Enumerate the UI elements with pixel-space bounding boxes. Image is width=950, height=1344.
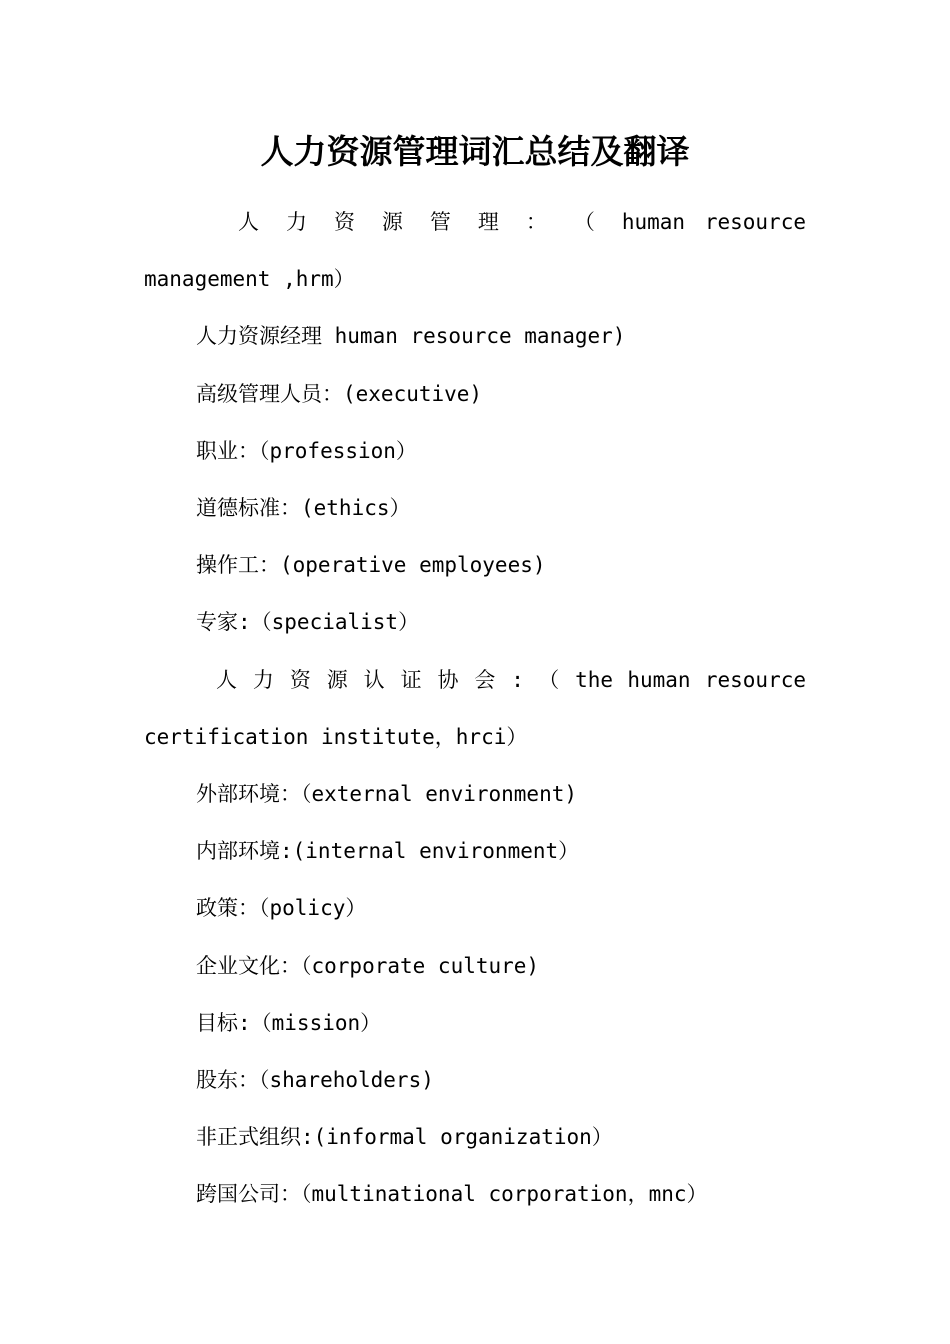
paragraph-hrci [144,652,806,766]
paragraph-informal-organization: 非正式组织:(informal organization） [196,1125,613,1150]
paragraph-hrm [144,194,806,308]
document-title: 人力资源管理词汇总结及翻译 [260,132,690,171]
paragraph-specialist: 专家:（specialist） [196,610,420,635]
paragraph-line: 人 力 资 源 管 理 ： （ human resource [238,210,806,234]
paragraph-internal-environment: 内部环境:(internal environment） [196,839,580,864]
paragraph-operative-employees: 操作工：(operative employees) [196,553,546,578]
paragraph-ethics: 道德标准：(ethics） [196,496,411,521]
paragraph-external-environment: 外部环境：（external environment) [196,782,578,807]
paragraph-executive: 高级管理人员：(executive) [196,381,483,406]
paragraph-profession: 职业：（profession） [196,438,417,463]
paragraph-line: certification institute，hrci） [144,724,528,749]
paragraph-corporate-culture: 企业文化：（corporate culture) [196,953,540,978]
paragraph-hr-manager: 人力资源经理 human resource manager) [196,324,626,349]
document-body [144,194,806,1224]
paragraph-mission: 目标:（mission） [196,1010,382,1035]
paragraph-multinational-corporation: 跨国公司：（multinational corporation，mnc） [196,1182,708,1207]
paragraph-line: management ,hrm） [144,267,355,292]
paragraph-line: 人 力 资 源 认 证 协 会 : （ the human resource [216,667,806,692]
paragraph-policy: 政策：（policy） [196,896,367,921]
paragraph-shareholders: 股东：（shareholders) [196,1068,434,1093]
